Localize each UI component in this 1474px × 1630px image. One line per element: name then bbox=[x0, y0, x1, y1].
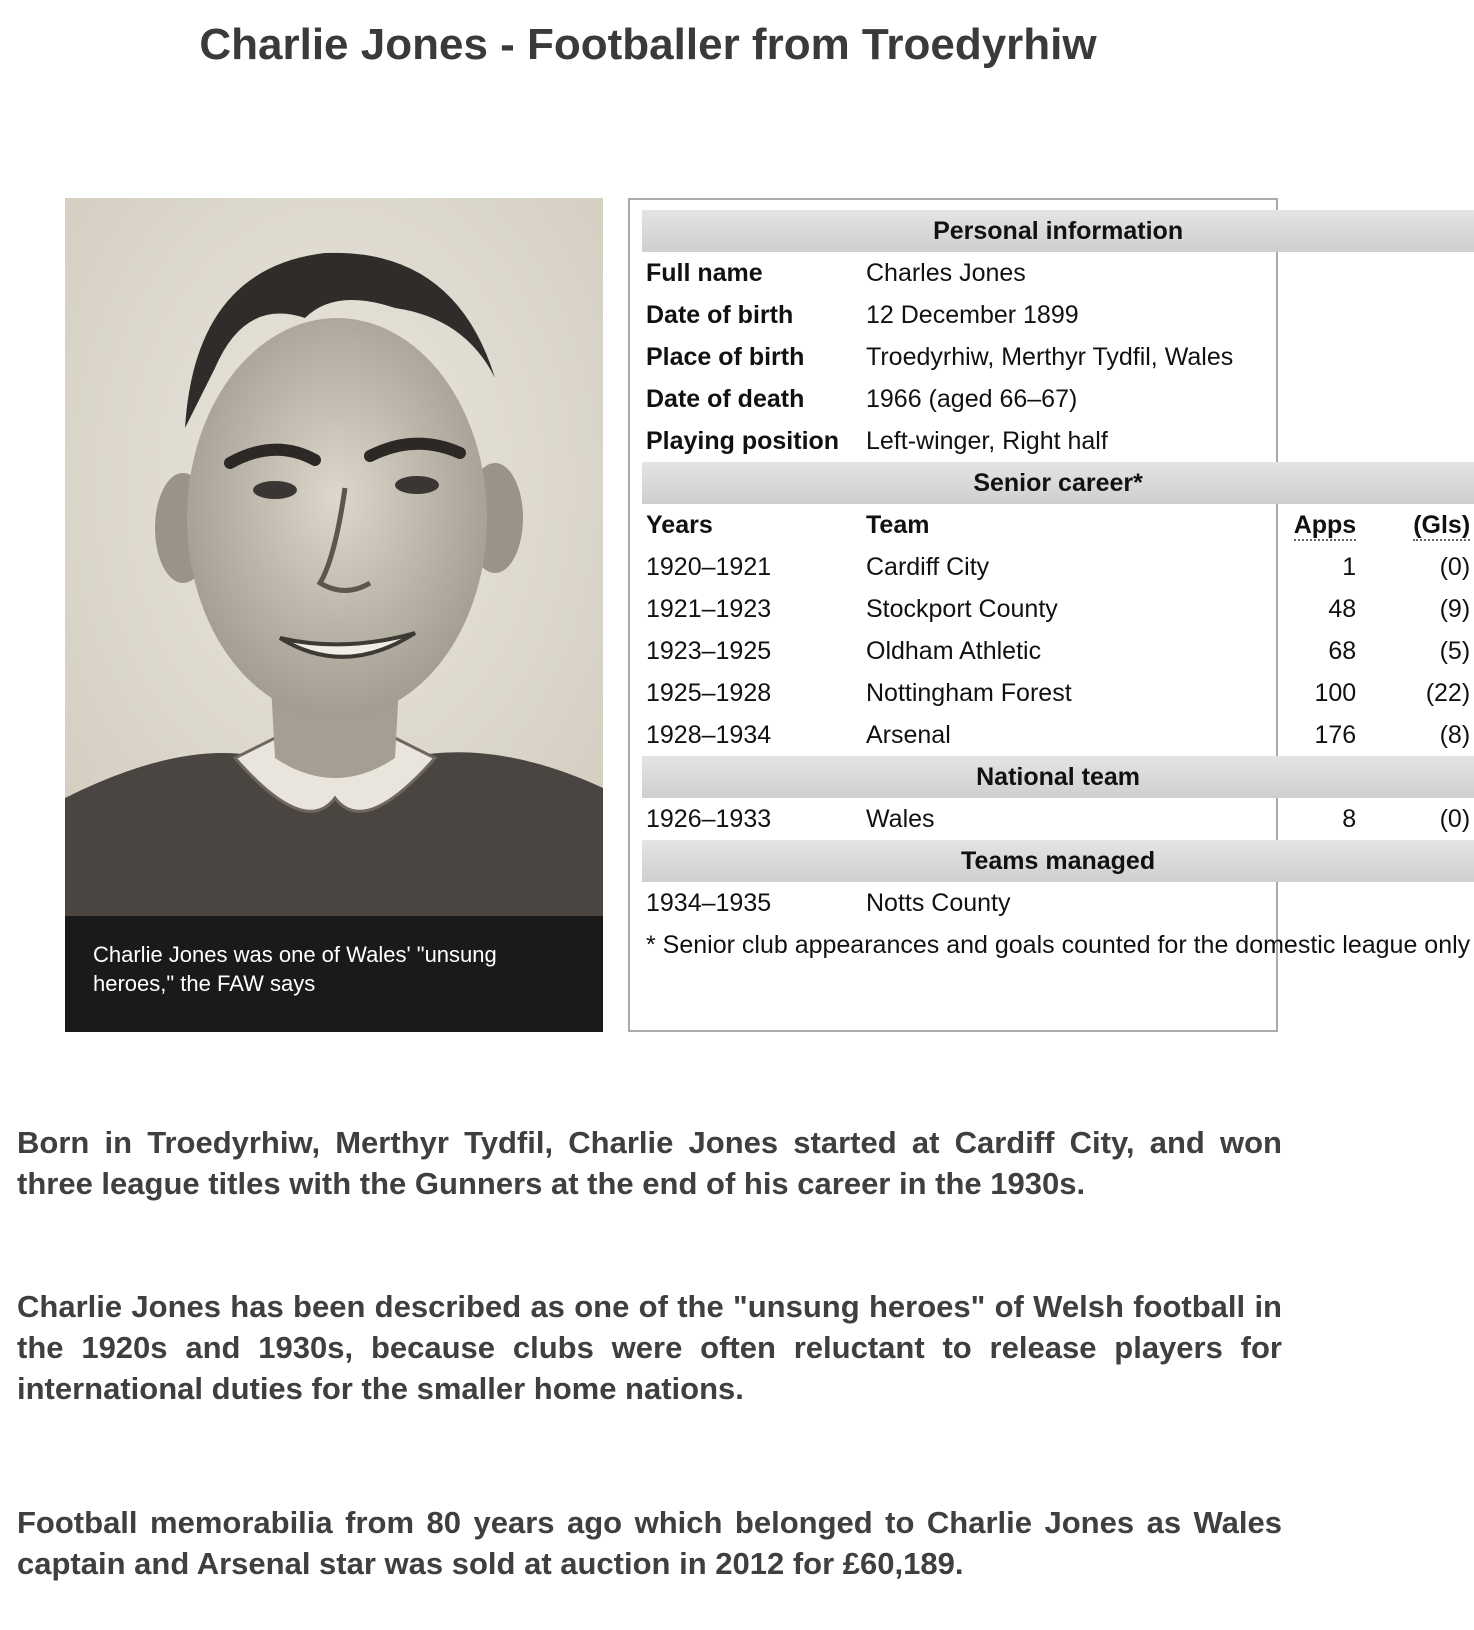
personal-row-place-of-birth bbox=[642, 336, 1474, 378]
years-cell: 1923–1925 bbox=[646, 636, 772, 665]
paragraph-memorabilia: Football memorabilia from 80 years ago which belonged to Charlie Jones as Wales captain and Arsenal star was sold at auction in 2012 for £60,189. bbox=[17, 1505, 1282, 1581]
portrait-figure bbox=[65, 198, 603, 1032]
years-cell: 1926–1933 bbox=[646, 804, 772, 833]
national-team-header: National team bbox=[642, 756, 1474, 798]
portrait-photo bbox=[65, 198, 603, 916]
team-cell: Wales bbox=[866, 804, 935, 833]
table-row bbox=[642, 882, 1474, 924]
apps-cell: 1 bbox=[1342, 552, 1357, 581]
row-value: Charles Jones bbox=[866, 258, 1026, 287]
team-cell: Stockport County bbox=[866, 594, 1058, 623]
infobox-footnote: * Senior club appearances and goals counted for the domestic league only bbox=[646, 931, 1471, 959]
apps-cell: 176 bbox=[1314, 720, 1357, 749]
infobox bbox=[628, 198, 1471, 1032]
row-value: 12 December 1899 bbox=[866, 300, 1079, 329]
table-row bbox=[642, 630, 1474, 672]
page-title: Charlie Jones - Footballer from Troedyrhiw bbox=[199, 20, 1097, 69]
goals-cell: (0) bbox=[1439, 552, 1471, 581]
row-label: Date of death bbox=[646, 384, 805, 413]
senior-career-header: Senior career* bbox=[642, 462, 1474, 504]
table-row bbox=[642, 714, 1474, 756]
years-cell: 1928–1934 bbox=[646, 720, 772, 749]
row-value: 1966 (aged 66–67) bbox=[866, 384, 1078, 413]
table-row bbox=[642, 672, 1474, 714]
team-cell: Oldham Athletic bbox=[866, 636, 1042, 665]
row-value: Left-winger, Right half bbox=[866, 426, 1108, 455]
personal-row-full-name bbox=[642, 252, 1474, 294]
years-column-header: Years bbox=[646, 510, 713, 539]
goals-cell: (8) bbox=[1439, 720, 1471, 749]
apps-cell: 68 bbox=[1328, 636, 1357, 665]
goals-cell: (5) bbox=[1439, 636, 1471, 665]
goals-column-header[interactable]: (Gls) bbox=[1413, 510, 1471, 539]
team-cell: Arsenal bbox=[866, 720, 951, 749]
apps-cell: 100 bbox=[1314, 678, 1357, 707]
paragraph-early-career: Born in Troedyrhiw, Merthyr Tydfil, Charlie Jones started at Cardiff City, and won three league titles with the Gunners at the end of his career in the 1930s. bbox=[17, 1125, 1282, 1201]
years-cell: 1934–1935 bbox=[646, 888, 772, 917]
personal-row-date-of-birth bbox=[642, 294, 1474, 336]
table-row bbox=[642, 798, 1474, 840]
years-cell: 1920–1921 bbox=[646, 552, 772, 581]
team-cell: Notts County bbox=[866, 888, 1011, 917]
goals-cell: (9) bbox=[1439, 594, 1471, 623]
photo-caption: Charlie Jones was one of Wales' "unsung heroes," the FAW says bbox=[93, 942, 497, 996]
apps-cell: 48 bbox=[1328, 594, 1357, 623]
goals-cell: (22) bbox=[1425, 678, 1471, 707]
row-label: Place of birth bbox=[646, 342, 805, 371]
apps-column-header[interactable]: Apps bbox=[1293, 510, 1357, 539]
portrait-sketch bbox=[65, 198, 603, 916]
team-cell: Nottingham Forest bbox=[866, 678, 1072, 707]
row-label: Playing position bbox=[646, 426, 840, 455]
team-cell: Cardiff City bbox=[866, 552, 990, 581]
row-label: Full name bbox=[646, 258, 763, 287]
personal-information-header: Personal information bbox=[642, 210, 1474, 252]
senior-career-column-headers bbox=[642, 504, 1474, 546]
infobox-table bbox=[642, 210, 1474, 966]
paragraph-unsung-heroes: Charlie Jones has been described as one of the "unsung heroes" of Welsh football in the 1920s and 1930s, because clubs were often reluctant to release players for international duties for the smaller home nations. bbox=[17, 1289, 1282, 1406]
table-row bbox=[642, 588, 1474, 630]
years-cell: 1925–1928 bbox=[646, 678, 772, 707]
row-label: Date of birth bbox=[646, 300, 794, 329]
apps-cell: 8 bbox=[1342, 804, 1357, 833]
goals-cell: (0) bbox=[1439, 804, 1471, 833]
row-value: Troedyrhiw, Merthyr Tydfil, Wales bbox=[866, 342, 1234, 371]
team-column-header: Team bbox=[866, 510, 930, 539]
personal-row-playing-position bbox=[642, 420, 1474, 462]
table-row bbox=[642, 546, 1474, 588]
teams-managed-header: Teams managed bbox=[642, 840, 1474, 882]
years-cell: 1921–1923 bbox=[646, 594, 772, 623]
personal-row-date-of-death bbox=[642, 378, 1474, 420]
